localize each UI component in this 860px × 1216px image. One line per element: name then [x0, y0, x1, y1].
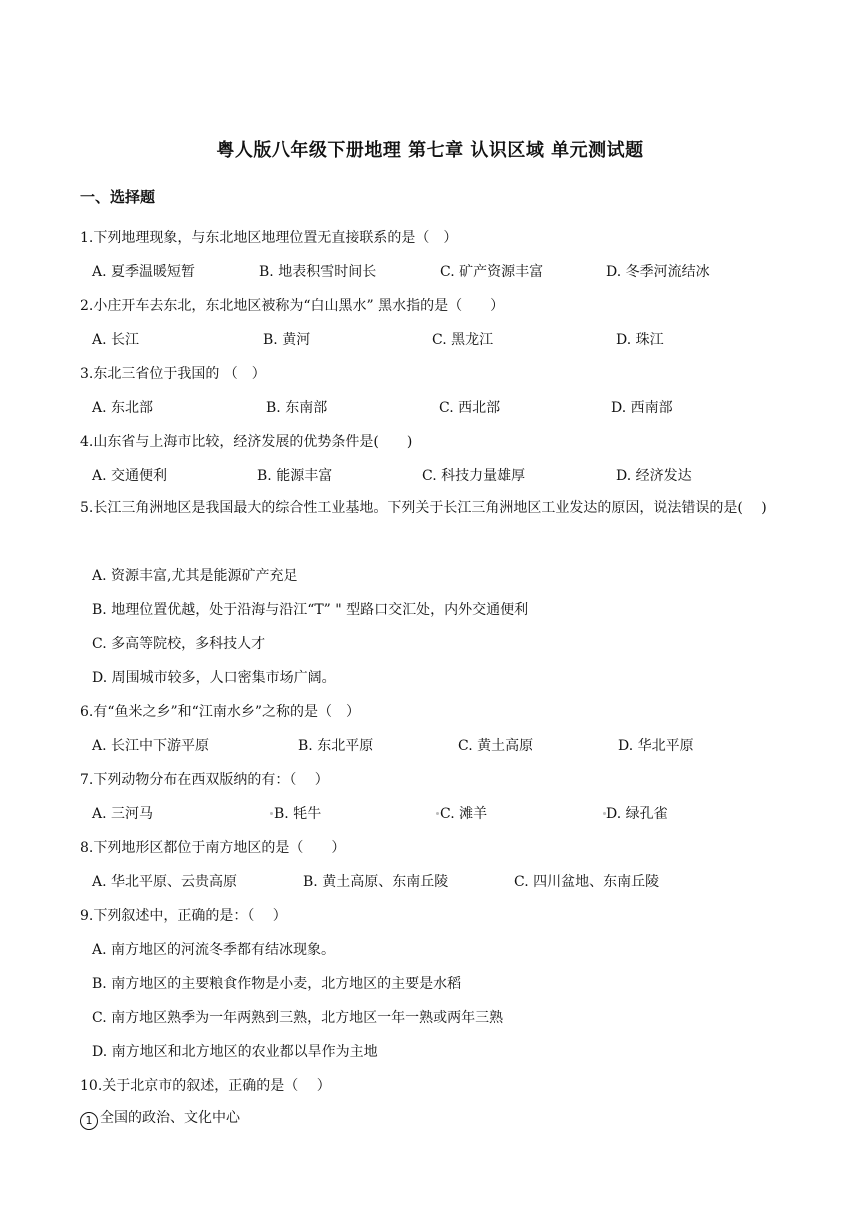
question-6-stem: 6.有“鱼米之乡”和“江南水乡”之称的是（ ）	[80, 704, 360, 720]
question-4-option-a[interactable]: A. 交通便利	[92, 468, 168, 484]
question-1-stem: 1.下列地理现象，与东北地区地理位置无直接联系的是（ ）	[80, 230, 458, 246]
question-9-option-c[interactable]: C. 南方地区熟季为一年两熟到三熟，北方地区一年一熟或两年三熟	[92, 1010, 504, 1026]
question-4-stem: 4.山东省与上海市比较，经济发展的优势条件是( )	[80, 434, 413, 450]
question-5-option-d[interactable]: D. 周围城市较多，人口密集市场广阔。	[92, 670, 336, 686]
question-3-option-a[interactable]: A. 东北部	[92, 400, 154, 416]
question-1-option-c[interactable]: C. 矿产资源丰富	[440, 264, 544, 280]
page-title: 粤人版八年级下册地理 第七章 认识区域 单元测试题	[216, 140, 644, 161]
question-3-option-c[interactable]: C. 西北部	[439, 400, 501, 416]
question-8-stem: 8.下列地形区都位于南方地区的是（ ）	[80, 840, 346, 856]
question-7-option-d[interactable]: D. 绿孔雀	[606, 806, 668, 822]
question-7-option-b[interactable]: B. 牦牛	[274, 806, 322, 822]
section-heading: 一、选择题	[80, 188, 156, 206]
question-2-option-c[interactable]: C. 黑龙江	[432, 332, 494, 348]
question-8-option-a[interactable]: A. 华北平原、云贵高原	[92, 874, 238, 890]
bullet-marker	[270, 812, 273, 815]
question-2-option-a[interactable]: A. 长江	[92, 332, 140, 348]
question-7-stem: 7.下列动物分布在西双版纳的有：（ ）	[80, 772, 329, 788]
question-7-option-a[interactable]: A. 三河马	[92, 806, 154, 822]
question-10-stem: 10.关于北京市的叙述，正确的是（ ）	[80, 1078, 331, 1094]
question-4-option-c[interactable]: C. 科技力量雄厚	[422, 468, 526, 484]
question-9-option-d[interactable]: D. 南方地区和北方地区的农业都以旱作为主地	[92, 1044, 378, 1060]
question-8-option-b[interactable]: B. 黄土高原、东南丘陵	[303, 874, 449, 890]
question-6-option-a[interactable]: A. 长江中下游平原	[92, 738, 210, 754]
question-9-stem: 9.下列叙述中，正确的是：（ ）	[80, 908, 287, 924]
question-9-option-b[interactable]: B. 南方地区的主要粮食作物是小麦，北方地区的主要是水稻	[92, 976, 462, 992]
question-10-item-1	[80, 1108, 240, 1130]
question-2-option-d[interactable]: D. 珠江	[616, 332, 664, 348]
question-1-option-b[interactable]: B. 地表积雪时间长	[259, 264, 377, 280]
question-9-option-a[interactable]: A. 南方地区的河流冬季都有结冰现象。	[92, 942, 336, 958]
question-6-option-c[interactable]: C. 黄土高原	[458, 738, 534, 754]
question-5-option-b[interactable]: B. 地理位置优越，处于沿海与沿江“T” " 型路口交汇处，内外交通便利	[92, 602, 529, 618]
question-3-option-b[interactable]: B. 东南部	[266, 400, 328, 416]
question-5-stem: 5.长江三角洲地区是我国最大的综合性工业基地。下列关于长江三角洲地区工业发达的原因，说法错误的是( )	[80, 500, 767, 516]
question-1-option-a[interactable]: A. 夏季温暖短暂	[92, 264, 196, 280]
question-1-option-d[interactable]: D. 冬季河流结冰	[606, 264, 710, 280]
question-3-stem: 3.东北三省位于我国的 （ ）	[80, 366, 266, 382]
question-5-option-c[interactable]: C. 多高等院校，多科技人才	[92, 636, 266, 652]
question-10-item-1-text: 全国的政治、文化中心	[100, 1110, 240, 1126]
question-4-option-b[interactable]: B. 能源丰富	[257, 468, 333, 484]
question-8-option-c[interactable]: C. 四川盆地、东南丘陵	[514, 874, 660, 890]
question-3-option-d[interactable]: D. 西南部	[611, 400, 673, 416]
item-number-badge: 1	[80, 1112, 98, 1130]
question-5-option-a[interactable]: A. 资源丰富,尤其是能源矿产充足	[92, 568, 298, 584]
question-2-stem: 2.小庄开车去东北，东北地区被称为“白山黑水” 黑水指的是（ ）	[80, 298, 505, 314]
bullet-marker	[436, 812, 439, 815]
question-7-option-c[interactable]: C. 滩羊	[440, 806, 488, 822]
question-6-option-b[interactable]: B. 东北平原	[298, 738, 374, 754]
question-2-option-b[interactable]: B. 黄河	[263, 332, 311, 348]
question-6-option-d[interactable]: D. 华北平原	[618, 738, 694, 754]
question-4-option-d[interactable]: D. 经济发达	[616, 468, 692, 484]
